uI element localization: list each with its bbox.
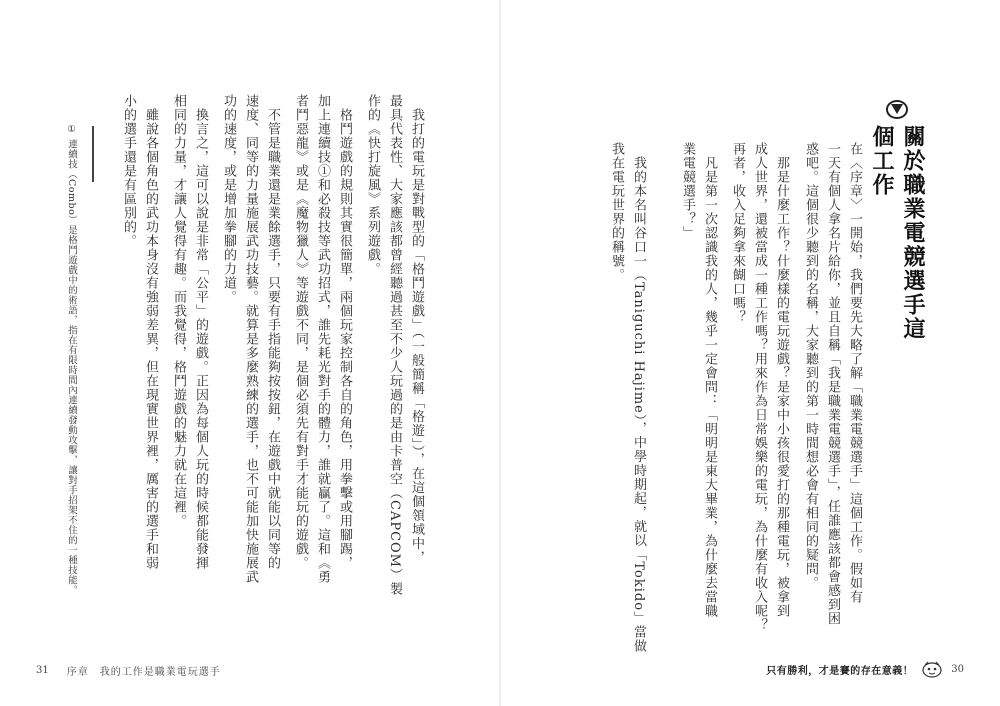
text-column: 最具代表性、大家應該都曾經聽過甚至不少人玩過的是由卡普空（CAPCOM）製 [387,94,402,596]
text-column: 小的選手還是有區別的。 [121,94,136,248]
text-column: 我的本名叫谷口一（Taniguchi Hajime），中學時期起，就以「Tokido」當做 [631,142,646,654]
text-column: 不管是職業還是業餘選手，只要有手指能夠按按鈕，在遊戲中就能以同等的 [265,94,280,570]
text-column: 再者，收入足夠拿來餬口嗎？ [730,142,745,324]
text-column: 在〈序章〉一開始，我們要先大略了解「職業電競選手」這個工作。假如有 [847,142,862,604]
text-column: 成人世界，還被當成一種工作嗎？用來作為日常娛樂的電玩，為什麼有收入呢？ [752,142,767,632]
text-column: 惑吧。這個很少聽到的名稱，大家聽到的第一時間想必會有相同的疑問。 [803,142,818,590]
text-column: 加上連續技①和必殺技等武功招式，誰先耗光對手的體力，誰就贏了。這和《勇 [315,94,330,584]
text-column: 作的《快打旋風》系列遊戲。 [365,94,380,276]
triangle-down-circle-icon [886,100,908,119]
running-head-left: 序章 我的工作是職業電玩選手 [66,667,221,678]
page-number-left: 31 [36,665,49,676]
text-column: 業電競選手？」 [680,142,695,240]
text-column: 我打的電玩是對戰型的「格鬥遊戲」（一般簡稱「格遊」），在這個領域中， [409,94,424,565]
text-column: 速度、同等的力量施展武功技藝。就算是多麼熟練的選手，也不可能加快施展武 [243,94,258,584]
mascot-face-icon [921,660,943,678]
text-column: 者鬥惡龍》或是《魔物獵人》等遊戲不同，是個必須先有對手才能玩的遊戲。 [293,94,308,570]
text-column: 相同的力量，才讓人覺得有趣。而我覺得，格鬥遊戲的魅力就在這裡。 [171,94,186,528]
footnote: ① 連續技（Combo）是格鬥遊戲中的術語，指在有限時間內連續發動攻擊，讓對手招架不住的一種技能。 [66,124,77,596]
text-column: 功的速度，或是增加拳腳的力道。 [221,94,236,304]
page-number-right: 30 [951,663,964,675]
text-column: 雖說各個角色的武功本身沒有強弱差異，但在現實世界裡，厲害的選手和弱 [143,94,158,570]
text-column: 我在電玩世界的稱號。 [609,142,624,282]
section-heading [869,100,925,360]
text-column: 格鬥遊戲的規則其實很簡單，兩個玩家控制各自的角色，用拳擊或用腳踢， [337,94,352,570]
right-footer [766,660,964,678]
running-head-right: 只有勝利，才是賽的存在意義！ [766,665,914,677]
text-column: 那是什麼工作？什麼樣的電玩遊戲？是家中小孩很愛打的那種電玩，被拿到 [774,142,789,618]
text-column: 換言之，這可以說是非常「公平」的遊戲。正因為每個人玩的時候都能發揮 [193,94,208,570]
left-footer [36,663,221,678]
section-heading-title: 關於職業電競選手這個工作 [869,124,925,341]
text-column: 凡是第一次認識我的人，幾乎一定會問：「明明是東大畢業，為什麼去當職 [702,142,717,618]
text-column: 一天有個人拿名片給你，並且自稱「我是職業電競選手」，任誰應該都會感到困 [825,142,840,626]
footnote-rule [92,126,94,182]
page-gutter [499,0,501,706]
